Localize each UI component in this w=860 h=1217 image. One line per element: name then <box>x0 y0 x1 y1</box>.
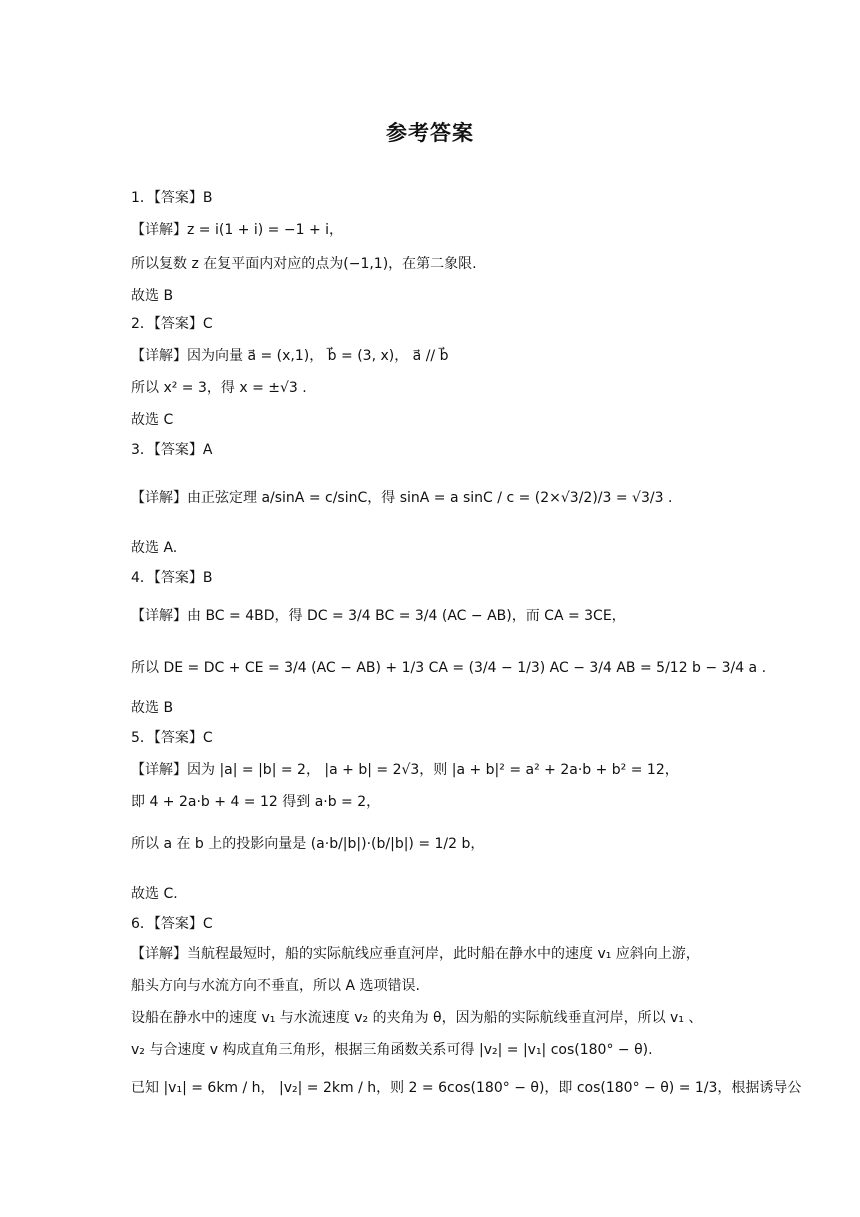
q5-answer-heading: 5．【答案】C <box>131 730 213 746</box>
q6-explanation-line: 船头方向与水流方向不垂直，所以 A 选项错误. <box>131 978 420 994</box>
q1-conclusion: 故选 B <box>131 288 174 304</box>
q2-explanation-line: 所以 x² = 3，得 x = ±√3 . <box>131 380 307 396</box>
q6-explanation-line: 设船在静水中的速度 v₁ 与水流速度 v₂ 的夹角为 θ，因为船的实际航线垂直河岸，所以 v₁ 、 <box>131 1010 703 1026</box>
q4-answer-heading: 4．【答案】B <box>131 570 213 586</box>
q2-answer-heading: 2．【答案】C <box>131 316 213 332</box>
q4-explanation-line: 所以 DE = DC + CE = 3/4 (AC − AB) + 1/3 CA = (3/4 − 1/3) AC − 3/4 AB = 5/12 b − 3/4 a . <box>131 660 767 676</box>
q3-answer-heading: 3．【答案】A <box>131 442 213 458</box>
q5-conclusion: 故选 C. <box>131 886 178 902</box>
q1-explanation-line: 【详解】z = i(1 + i) = −1 + i， <box>131 222 344 238</box>
q3-conclusion: 故选 A. <box>131 540 178 556</box>
q4-conclusion: 故选 B <box>131 700 174 716</box>
q5-explanation-line: 即 4 + 2a·b + 4 = 12 得到 a·b = 2， <box>131 794 381 810</box>
q6-explanation-line: 已知 |v₁| = 6km / h， |v₂| = 2km / h，则 2 = 6cos(180° − θ)，即 cos(180° − θ) = 1/3，根据诱导公 <box>131 1080 802 1096</box>
q4-explanation-line: 【详解】由 BC = 4BD，得 DC = 3/4 BC = 3/4 (AC − AB)，而 CA = 3CE， <box>131 608 626 624</box>
page-title: 参考答案 <box>386 121 474 145</box>
q2-explanation-line: 【详解】因为向量 a⃗ = (x,1)， b⃗ = (3, x)， a⃗ // b⃗ <box>131 348 449 364</box>
q2-conclusion: 故选 C <box>131 412 174 428</box>
q6-answer-heading: 6．【答案】C <box>131 916 213 932</box>
q6-explanation-line: v₂ 与合速度 v 构成直角三角形，根据三角函数关系可得 |v₂| = |v₁| cos(180° − θ). <box>131 1042 653 1058</box>
q5-explanation-line: 所以 a 在 b 上的投影向量是 (a·b/|b|)·(b/|b|) = 1/2 b， <box>131 836 485 852</box>
q1-explanation-line: 所以复数 z 在复平面内对应的点为(−1,1)，在第二象限. <box>131 256 477 272</box>
q1-answer-heading: 1．【答案】B <box>131 190 213 206</box>
q5-explanation-line: 【详解】因为 |a| = |b| = 2， |a + b| = 2√3，则 |a + b|² = a² + 2a·b + b² = 12， <box>131 762 679 778</box>
q3-explanation-line: 【详解】由正弦定理 a/sinA = c/sinC，得 sinA = a sinC / c = (2×√3/2)/3 = √3/3 . <box>131 490 673 506</box>
q6-explanation-line: 【详解】当航程最短时，船的实际航线应垂直河岸，此时船在静水中的速度 v₁ 应斜向上游， <box>131 946 700 962</box>
